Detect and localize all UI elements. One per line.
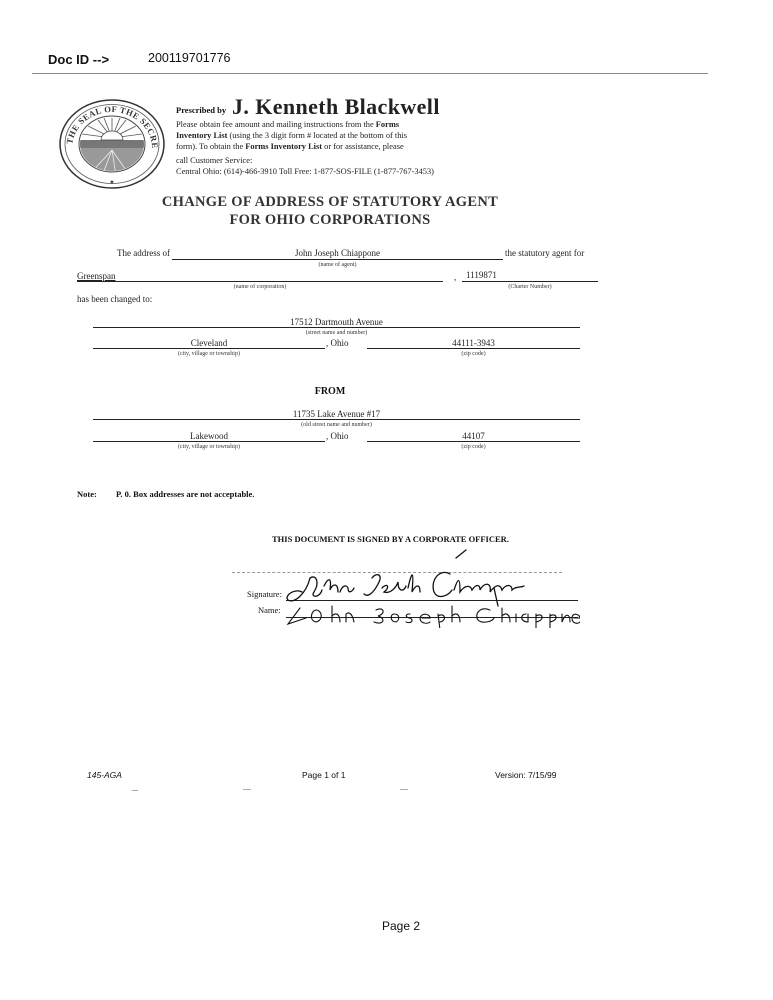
prescribed-by-label: Prescribed by xyxy=(176,105,227,115)
charter-number-caption: (Charter Number) xyxy=(508,284,552,290)
name-label: Name: xyxy=(258,605,281,615)
instructions-text-run: (using the 3 digit form # located at the bottom of this xyxy=(227,131,407,141)
agent-name-value: John Joseph Chiappone xyxy=(295,248,380,258)
new-city-line xyxy=(93,348,325,349)
new-street-caption: (street name and number) xyxy=(305,330,368,336)
instructions-line xyxy=(176,141,476,152)
instructions-line xyxy=(176,130,476,141)
note-label: Note: xyxy=(77,489,97,499)
signed-by-officer-statement: THIS DOCUMENT IS SIGNED BY A CORPORATE OFFICER. xyxy=(272,534,509,544)
form-title-line-2: FOR OHIO CORPORATIONS xyxy=(229,212,431,228)
official-name: J. Kenneth Blackwell xyxy=(232,94,440,119)
instructions-text xyxy=(176,119,476,177)
old-state-value: , Ohio xyxy=(326,431,349,441)
comma-separator: , xyxy=(454,272,457,282)
corporation-name-caption: (name of corporation) xyxy=(233,284,287,290)
charter-number-line xyxy=(462,281,598,282)
changed-to-label: has been changed to: xyxy=(77,294,153,304)
scan-speck xyxy=(400,789,408,790)
old-street-value: 11735 Lake Avenue #17 xyxy=(292,409,381,419)
old-zip-caption: (zip code) xyxy=(461,444,486,450)
new-zip-value: 44111-3943 xyxy=(452,338,495,348)
address-of-label: The address of xyxy=(117,248,170,258)
instructions-text-run: call Customer Service: xyxy=(176,155,253,165)
page-of-label: Page 1 of 1 xyxy=(302,770,346,780)
new-state-value: , Ohio xyxy=(326,338,349,348)
page-number: Page 2 xyxy=(382,919,421,933)
corporation-name-value: Greenspan xyxy=(77,271,116,281)
svg-text:THE SEAL OF THE SECRETARY OF S: THE SEAL OF THE SECRE xyxy=(64,103,161,149)
corporation-name-line xyxy=(77,281,443,282)
doc-id-label: Doc ID --> xyxy=(48,52,110,67)
seal-icon xyxy=(58,98,166,190)
instructions-text-run: form). To obtain the xyxy=(176,142,246,152)
instructions-line xyxy=(176,119,476,130)
scan-speck xyxy=(132,790,138,791)
handwritten-signature xyxy=(280,548,580,628)
version-label: Version: 7/15/99 xyxy=(495,770,557,780)
signature-label: Signature: xyxy=(247,589,282,599)
instructions-emphasis: Inventory List xyxy=(176,131,228,141)
instructions-text-run: Please obtain fee amount and mailing instructions from the xyxy=(176,120,376,129)
header-divider xyxy=(32,73,708,74)
instructions-emphasis: Forms Inventory List xyxy=(245,142,323,152)
instructions-emphasis: Forms xyxy=(375,120,400,129)
instructions-text-run: Central Ohio: (614)-466-3910 Toll Free: 1-877-SOS-FILE (1-877-767-3453) xyxy=(176,166,434,176)
new-zip-line xyxy=(367,348,580,349)
statutory-agent-for-label: the statutory agent for xyxy=(505,248,585,258)
svg-text:★: ★ xyxy=(109,180,115,186)
note-text: P. 0. Box addresses are not acceptable. xyxy=(116,489,255,499)
charter-number-value: 1119871 xyxy=(466,270,497,280)
doc-id-value: 200119701776 xyxy=(148,51,231,65)
new-street-line xyxy=(93,327,580,328)
new-city-value: Cleveland xyxy=(190,338,228,348)
old-zip-value: 44107 xyxy=(462,431,485,441)
old-city-value: Lakewood xyxy=(190,431,228,441)
old-street-caption: (old street name and number) xyxy=(301,422,372,428)
instructions-line xyxy=(176,155,476,166)
instructions-text-run: or for assistance, please xyxy=(322,142,404,152)
scan-speck xyxy=(243,789,251,790)
old-zip-line xyxy=(367,441,580,442)
new-zip-caption: (zip code) xyxy=(461,351,486,357)
form-number: 145-AGA xyxy=(87,770,122,780)
old-city-line xyxy=(93,441,325,442)
agent-name-line xyxy=(172,259,503,260)
old-street-line xyxy=(93,419,580,420)
new-street-value: 17512 Dartmouth Avenue xyxy=(290,317,383,327)
from-heading: FROM xyxy=(314,386,346,397)
agent-name-caption: (name of agent) xyxy=(318,262,357,268)
new-city-caption: (city, village or township) xyxy=(178,351,240,357)
old-city-caption: (city, village or township) xyxy=(178,444,240,450)
instructions-line xyxy=(176,166,476,177)
form-title-line-1: CHANGE OF ADDRESS OF STATUTORY AGENT xyxy=(161,194,499,210)
